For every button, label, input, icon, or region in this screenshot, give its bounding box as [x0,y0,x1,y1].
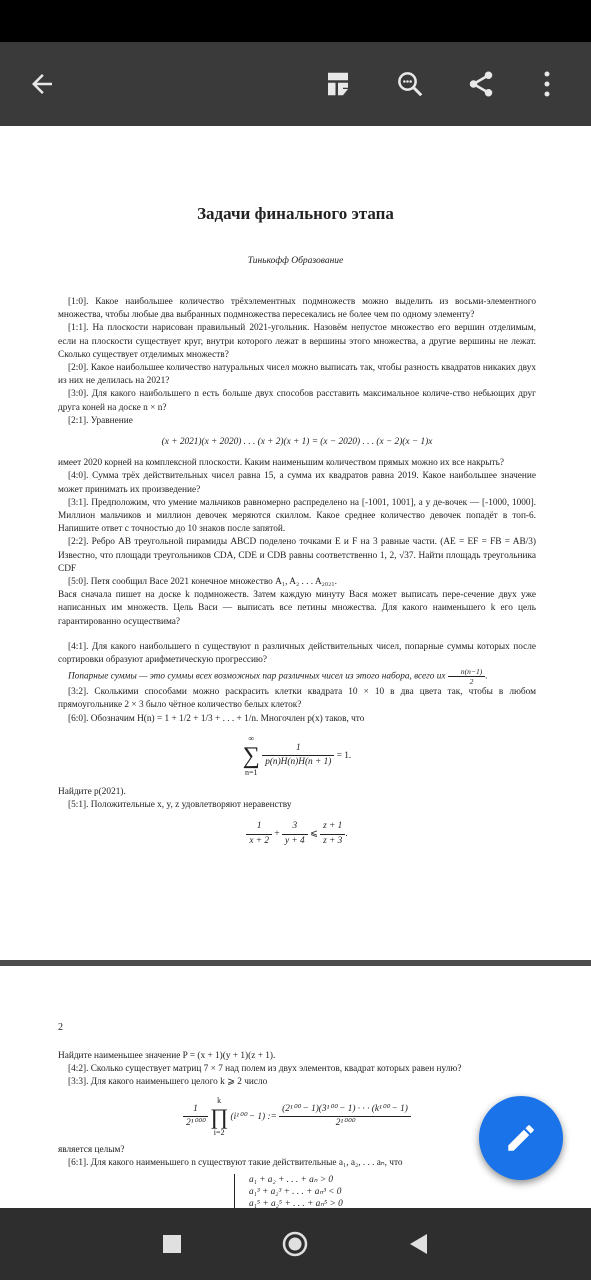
leq-sign: ⩽ [309,829,318,840]
problem-4-2: [4:2]. Сколько существует матриц 7 × 7 над полем из двух элементов, квадрат которых равен нулю? [68,1064,462,1075]
problem-6-1: [6:1]. Для какого наименьшего n существуют такие действительные a₁, a₂, . . . aₙ, что [68,1157,403,1168]
problem-2-2: [2:2]. Ребро AB треугольной пирамиды ABCD поделено точками E и F на 3 равные части. (AE = EF = FB = AB/3) Известно, что площади треугольников CDA, CDE и CDB равны соответственно 1, 2, √37. Найти площадь треугольника CDF [58,537,536,574]
prod-frac-1-num: 1 [183,1103,208,1117]
home-circle-icon [281,1230,309,1258]
plus-sign: + [274,829,280,840]
frac-1-num: 1 [246,820,272,834]
reading-mode-button[interactable] [310,56,366,112]
prod-frac-1 [183,1103,208,1130]
problem-1-0: [1:0]. Какое наибольшее количество трёхэлементных подмножеств можно выделить из восьми-элементного множества, чтобы любые два выбранных подмножества пересекались не более чем по одному элементу? [58,297,536,321]
prod-frac-2-den: 2¹⁰⁰⁰ [335,1118,355,1129]
recents-square-icon [162,1234,182,1254]
prod-sign: ∏ [210,1103,229,1129]
inequality-frac-1 [246,820,272,847]
problem-5-1-question: Найдите наименьшее значение P = (x + 1)(y + 1)(z + 1). [58,1051,276,1061]
inequality: $\frac{1}{x + 2}$ + $\frac{3}{y + 4}$ ⩽ $\frac{z + 1}{z + 3}$ . [58,820,536,847]
frac-2-num: 3 [282,820,308,834]
page-number: 2 [58,1022,63,1033]
prod-upper-limit: k [217,1095,222,1105]
more-vertical-icon [532,69,562,99]
share-icon [466,69,496,99]
problem-6-0-question: Найдите p(2021). [58,786,126,797]
frac-3-num: z + 1 [320,820,345,834]
page-1-text [58,296,536,856]
problem-4-1: [4:1]. Для какого наибольшего n существуют n различных действительных чисел, попарные суммы которых после сортировки образуют арифметическую прогрессию? [58,641,536,666]
system-of-inequalities [234,1174,536,1208]
search-icon [395,69,425,99]
problem-2-1: [2:1]. Уравнение [68,415,133,426]
edit-fab-button[interactable] [479,1096,563,1180]
home-button[interactable] [273,1224,317,1264]
prod-frac-2 [279,1103,411,1130]
reading-mode-icon [323,69,353,99]
inequality-frac-2 [282,820,308,847]
document-viewer[interactable] [0,126,591,1208]
back-triangle-icon [407,1232,429,1256]
problem-2-0: [2:0]. Какое наибольшее количество натуральных чисел можно выписать так, чтобы разность квадратов никаких двух из них не делилась на 2021? [58,363,536,387]
problem-3-3: [3:3]. Для какого наименьшего целого k ⩾ 2 число [68,1077,268,1088]
system-line-1: a₁ + a₂ + . . . + aₙ > 0 [249,1175,334,1186]
footnote-fraction [448,667,485,686]
problem-5-1: [5:1]. Положительные x, y, z удовлетворяют неравенству [68,800,292,811]
share-button[interactable] [453,56,509,112]
prod-lower-limit: i=2 [213,1127,225,1137]
footnote-denominator: 2 [469,677,474,687]
document-title: Задачи финального этапа [197,204,394,223]
series-rhs: = 1. [336,751,352,762]
problem-6-0: [6:0]. Обозначим H(n) = 1 + 1/2 + 1/3 + . . . + 1/n. Многочлен p(x) таков, что [68,713,365,724]
problem-2-1-cont: имеет 2020 корней на комплексной плоскости. Каким наименьшим количеством прямых можно их все накрыть? [58,458,504,469]
edit-pencil-icon [504,1121,538,1155]
more-options-button[interactable] [527,56,567,112]
app-toolbar [0,42,591,126]
system-line-3: a₁⁵ + a₂⁵ + . . . + aₙ⁵ > 0 [249,1199,343,1208]
series-numerator: 1 [262,742,334,756]
sum-operator [243,734,260,778]
product-operator [210,1096,228,1138]
prod-middle: (i¹⁰⁰ − 1) := [230,1111,277,1122]
recents-button[interactable] [150,1224,194,1264]
system-navigation-bar [0,1208,591,1280]
footnote-numerator: n(n−1) [448,667,485,677]
system-line-2: a₁³ + a₂³ + . . . + aₙ³ < 0 [249,1187,342,1198]
problem-3-2: [3:2]. Сколькими способами можно раскрасить клетки квадрата 10 × 10 в два цвета так, чтобы в любом прямоугольнике 2 × 3 было чётное количество белых клеток? [58,687,536,711]
footnote-text: Попарные суммы — это суммы всех возможных пар различных чисел из этого набора, всего их [68,671,446,682]
frac-1-den: x + 2 [249,835,270,846]
problem-5-0: [5:0]. Петя сообщил Васе 2021 конечное множество A₁, A₂ . . . A₂₀₂₁. [68,577,337,588]
series-fraction [262,742,334,769]
problem-3-1: [3:1]. Предположим, что умение мальчиков равномерно распределено на [-1001, 1001], а у де-вочек — [-1000, 1000]. Миллион мальчиков и миллион девочек меряются скиллом. Какое среднее количество девочек попадёт в топ-6. Напишите ответ с точностью до 10 знаков после запятой. [58,497,536,535]
inequality-frac-3 [320,820,345,847]
page-2-text [58,1050,536,1208]
back-button[interactable] [14,56,70,112]
back-arrow-icon [27,69,57,99]
sum-lower-limit: n=1 [245,767,258,777]
equation-series [58,734,536,778]
footnote-pair-sums: Попарные суммы — это суммы всех возможных пар различных чисел из этого набора, всего их $\frac{n(n-1)}{2}$ . [68,667,488,687]
sum-sign: ∑ [242,742,260,769]
status-bar [0,0,591,42]
problem-3-0: [3:0]. Для какого наибольшего n есть больше двух способов расставить максимальное количе-ство небьющих друг друга коней на доске n × n? [58,389,536,413]
problem-3-3-cont: является целым? [58,1144,125,1155]
prod-frac-1-den: 2¹⁰⁰⁰ [186,1118,205,1129]
document-page-1 [0,126,591,960]
search-button[interactable] [382,56,438,112]
problem-4-0: [4:0]. Сумма трёх действительных чисел равна 15, а сумма их квадратов равна 2019. Какое наибольшее значение может принимать их произведение? [58,471,536,495]
problem-5-0-cont: Вася сначала пишет на доске k подмножеств. Затем каждую минуту Вася может выписать пере-сечение двух уже написанных им множеств. Цель Васи — выписать все петины множества. Для какого наименьшего k его цель гарантированно осуществима? [58,590,536,627]
nav-back-button[interactable] [396,1224,440,1264]
series-denominator: p(n)H(n)H(n + 1) [265,757,332,768]
frac-3-den: z + 3 [323,835,343,846]
sum-upper-limit: ∞ [248,733,255,743]
document-author: Тинькофф Образование [247,256,344,266]
product-formula [58,1096,536,1138]
prod-frac-2-num: (2¹⁰⁰ − 1)(3¹⁰⁰ − 1) · · · (k¹⁰⁰ − 1) [279,1103,411,1117]
frac-2-den: y + 4 [284,835,305,846]
equation-1: (x + 2021)(x + 2020) . . . (x + 2)(x + 1) = (x − 2020) . . . (x − 2)(x − 1)x [161,437,433,448]
problem-1-1: [1:1]. На плоскости нарисован правильный 2021-угольник. Назовём непустое множество его вершин отделимым, если на плоскости существует круг, внутри которого лежат в вершины этого множества, а другие вершины не лежат. Сколько существует отделимых множеств? [58,323,536,360]
